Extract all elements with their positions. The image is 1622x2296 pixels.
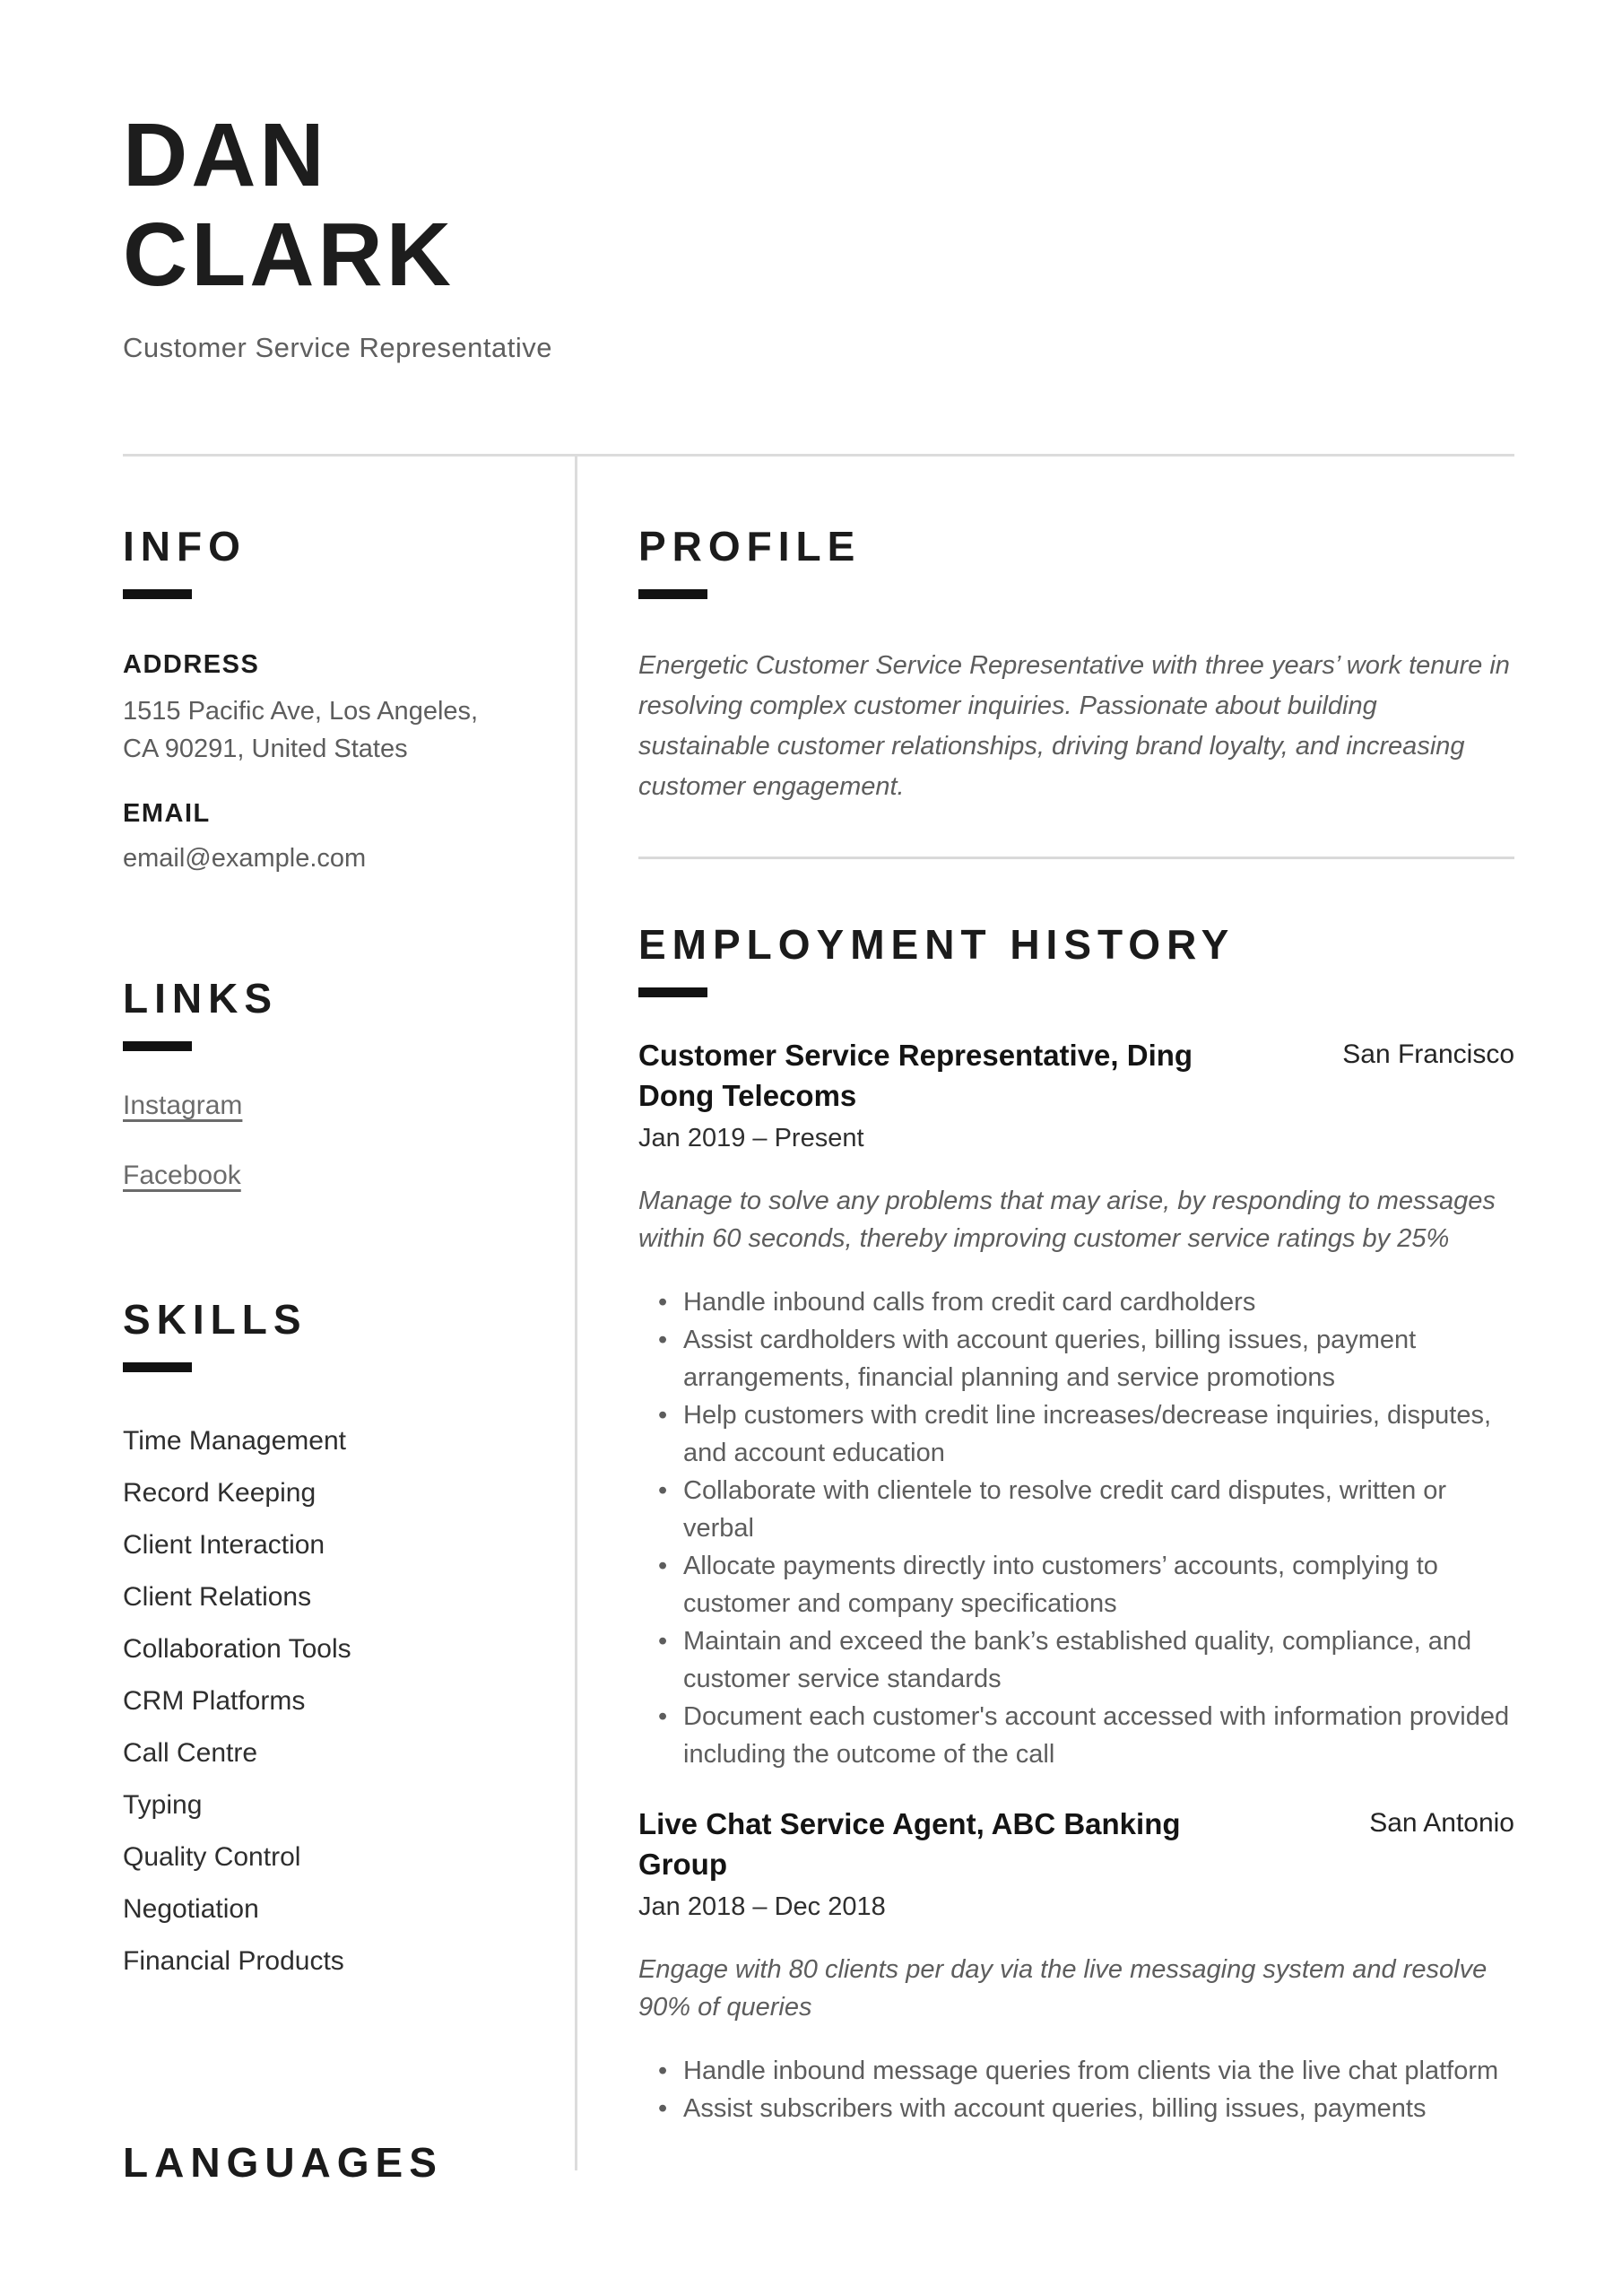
heading-underline xyxy=(123,1041,192,1051)
info-section xyxy=(123,523,517,877)
job-bullets xyxy=(638,1283,1514,1773)
skill-item: Negotiation xyxy=(123,1894,259,1924)
address-line-1: 1515 Pacific Ave, Los Angeles, xyxy=(123,697,479,726)
job-dates: Jan 2019 – Present xyxy=(638,1124,864,1152)
bullet-item: • Assist cardholders with account queries, billing issues, payment arrangements, financial planning and service promotions xyxy=(638,1321,1514,1396)
heading-underline xyxy=(638,987,707,997)
link-item xyxy=(123,1091,517,1121)
bullet-item: • Allocate payments directly into customers’ accounts, complying to customer and company specifications xyxy=(638,1547,1514,1622)
bullet-item: • Handle inbound calls from credit card cardholders xyxy=(638,1283,1514,1321)
section-divider xyxy=(638,857,1514,859)
job-dates: Jan 2018 – Dec 2018 xyxy=(638,1892,886,1921)
profile-heading: PROFILE xyxy=(638,523,862,570)
candidate-name xyxy=(123,106,1514,305)
link[interactable]: Instagram xyxy=(123,1091,243,1120)
heading-underline xyxy=(123,589,192,599)
address-label: ADDRESS xyxy=(123,650,260,679)
employment-heading: EMPLOYMENT HISTORY xyxy=(638,921,1236,968)
link[interactable]: Facebook xyxy=(123,1161,241,1190)
heading-underline xyxy=(638,589,707,599)
header-divider xyxy=(123,454,1514,457)
column-divider xyxy=(575,454,577,2170)
bullet-item: • Maintain and exceed the bank’s established quality, compliance, and customer service standards xyxy=(638,1622,1514,1698)
job-entry xyxy=(638,1035,1514,1773)
job-entry xyxy=(638,1804,1514,2127)
languages-section xyxy=(123,2139,517,2186)
bullet-item: • Document each customer's account accessed with information provided including the outcome of the call xyxy=(638,1698,1514,1773)
bullet-item: • Assist subscribers with account queries, billing issues, payments xyxy=(638,2090,1514,2127)
last-name: CLARK xyxy=(123,204,455,305)
skills-section xyxy=(123,1296,517,1987)
bullet-item: • Handle inbound message queries from clients via the live chat platform xyxy=(638,2052,1514,2090)
first-name: DAN xyxy=(123,105,328,205)
sidebar xyxy=(123,523,517,2186)
profile-text: Energetic Customer Service Representative with three years’ work tenure in resolving complex customer inquiries. Passionate about building sustainable customer relationships, driving brand loyalty, and increasing customer engagement. xyxy=(638,651,1510,801)
skill-item: Time Management xyxy=(123,1426,346,1456)
skill-item: Typing xyxy=(123,1790,203,1820)
profile-section xyxy=(638,523,1514,807)
links-heading: LINKS xyxy=(123,975,278,1022)
job-bullets xyxy=(638,2052,1514,2127)
main-column xyxy=(638,523,1514,2127)
email-value: email@example.com xyxy=(123,844,367,873)
jobs-list xyxy=(638,1035,1514,2127)
bullet-item: • Collaborate with clientele to resolve credit card disputes, written or verbal xyxy=(638,1472,1514,1547)
skill-item: Client Interaction xyxy=(123,1530,325,1560)
skill-item: Collaboration Tools xyxy=(123,1634,351,1664)
skills-heading: SKILLS xyxy=(123,1296,308,1343)
job-title: Live Chat Service Agent, ABC Banking Group xyxy=(638,1807,1181,1881)
job-title: Customer Service Representative, Ding Dong Telecoms xyxy=(638,1039,1193,1112)
address-line-2: CA 90291, United States xyxy=(123,735,408,763)
job-head xyxy=(638,1035,1514,1116)
skill-item: CRM Platforms xyxy=(123,1686,306,1716)
links-section xyxy=(123,975,517,1191)
job-summary: Manage to solve any problems that may arise, by responding to messages within 60 seconds, thereby improving customer service ratings by 25% xyxy=(638,1187,1496,1253)
skill-item: Quality Control xyxy=(123,1842,301,1872)
skills-list xyxy=(123,1415,517,1987)
links-list xyxy=(123,1091,517,1191)
job-location: San Francisco xyxy=(1342,1039,1514,1069)
candidate-job-title: Customer Service Representative xyxy=(123,332,552,363)
skill-item: Client Relations xyxy=(123,1582,312,1612)
heading-underline xyxy=(123,1362,192,1372)
job-summary: Engage with 80 clients per day via the live messaging system and resolve 90% of queries xyxy=(638,1955,1488,2022)
job-location: San Antonio xyxy=(1369,1808,1514,1838)
job-head xyxy=(638,1804,1514,1884)
languages-heading: LANGUAGES xyxy=(123,2139,443,2186)
skill-item: Record Keeping xyxy=(123,1478,317,1508)
employment-section xyxy=(638,921,1514,2127)
header xyxy=(123,106,1514,364)
link-item xyxy=(123,1161,517,1191)
bullet-item: • Help customers with credit line increases/decrease inquiries, disputes, and account education xyxy=(638,1396,1514,1472)
skill-item: Call Centre xyxy=(123,1738,258,1768)
address-value xyxy=(123,692,517,768)
email-label: EMAIL xyxy=(123,799,211,828)
info-heading: INFO xyxy=(123,523,247,570)
skill-item: Financial Products xyxy=(123,1946,344,1976)
